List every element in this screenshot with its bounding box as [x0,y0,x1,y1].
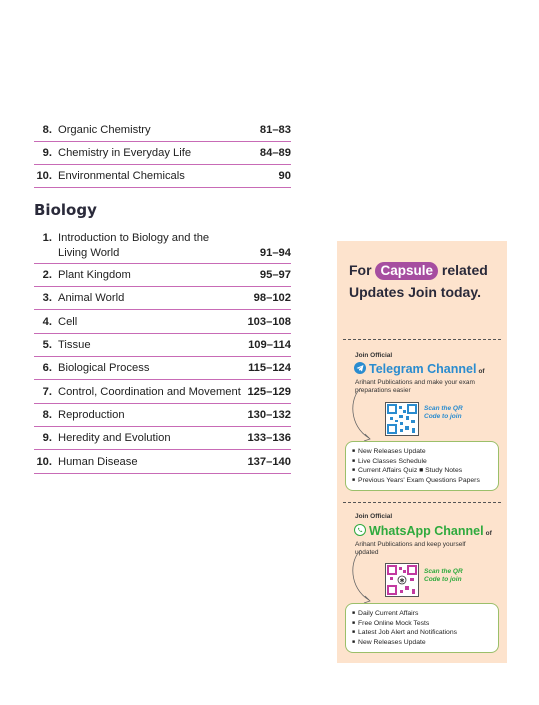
list-item: ■ Daily Current Affairs [352,609,492,619]
promo-panel [337,241,507,663]
item-title: Cell [58,316,78,328]
whatsapp-join-label: Join Official [355,513,393,520]
toc-row [34,310,291,334]
item-title: Heredity and Evolution [58,432,171,444]
toc-row [34,263,291,287]
item-number: 5. [42,339,52,351]
item-pages: 103–108 [247,316,291,328]
list-item: ■ New Releases Update [352,447,492,457]
item-pages: 90 [278,170,291,182]
item-number: 10. [36,170,52,182]
arrow-curve-icon [347,386,383,446]
whatsapp-icon [354,524,366,536]
qr-icon [386,564,418,596]
list-item: ■ Free Online Mock Tests [352,619,492,629]
toc-row [34,426,291,450]
telegram-benefits-box [345,441,499,491]
item-number: 8. [42,124,52,136]
promo-heading: For Capsule related Updates Join today. [349,262,488,300]
item-number: 3. [42,292,52,304]
item-pages: 109–114 [248,339,291,351]
item-pages: 95–97 [259,269,291,281]
arrow-curve-icon [347,548,383,608]
item-number: 7. [42,386,52,398]
list-item: ■ Current Affairs Quiz ■ Study Notes [352,466,492,476]
toc-row [34,356,291,380]
item-pages: 137–140 [247,456,291,468]
toc-row [34,141,291,165]
item-pages: 81–83 [259,124,291,136]
divider [343,339,501,340]
whatsapp-description: Arihant Publications and keep yourself updated [355,541,466,556]
item-pages: 125–129 [247,386,291,398]
item-title: Human Disease [58,456,138,468]
telegram-description: Arihant Publications and make your exam preparations easier [355,379,475,394]
item-title: Reproduction [58,409,125,421]
item-pages: 84–89 [259,147,291,159]
whatsapp-scan-label: Scan the QR Code to join [424,568,463,583]
item-number: 9. [42,432,52,444]
list-item: ■ New Releases Update [352,638,492,648]
toc-row [34,380,291,404]
whatsapp-benefits-box [345,603,499,653]
item-pages: 130–132 [247,409,291,421]
item-title: Tissue [58,339,91,351]
item-number: 1. [42,232,52,244]
list-item: ■ Live Classes Schedule [352,457,492,467]
item-title: Biological Process [58,362,150,374]
item-number: 10. [36,456,52,468]
whatsapp-qr-code[interactable] [385,563,419,597]
item-title: Control, Coordination and Movement [58,386,241,398]
toc-row [34,228,291,264]
item-title: Plant Kingdom [58,269,131,281]
toc-row [34,164,291,188]
toc-row [34,333,291,357]
item-title: Animal World [58,292,125,304]
toc-row [34,450,291,474]
item-pages: 98–102 [253,292,291,304]
qr-icon [386,403,418,435]
svg-text:✱: ✱ [399,577,405,585]
toc-row [34,403,291,427]
list-item: ■ Latest Job Alert and Notifications [352,628,492,638]
telegram-qr-code[interactable] [385,402,419,436]
item-title: Introduction to Biology and the Living World [58,232,210,259]
item-number: 2. [42,269,52,281]
item-number: 8. [42,409,52,421]
telegram-channel-title: Telegram Channel of [354,362,485,376]
item-title: Organic Chemistry [58,124,151,136]
capsule-badge: Capsule [375,262,438,280]
item-number: 9. [42,147,52,159]
telegram-scan-label: Scan the QR Code to join [424,405,463,420]
toc-row [34,286,291,310]
item-title: Environmental Chemicals [58,170,185,182]
list-item: ■ Previous Years' Exam Questions Papers [352,476,492,486]
item-pages: 91–94 [259,247,291,259]
toc-row [34,118,291,142]
item-pages: 115–124 [248,362,291,374]
item-number: 6. [42,362,52,374]
telegram-join-label: Join Official [355,352,393,359]
divider [343,502,501,503]
telegram-icon [354,362,366,374]
item-title: Chemistry in Everyday Life [58,147,192,159]
item-pages: 133–136 [247,432,291,444]
item-number: 4. [42,316,52,328]
whatsapp-channel-title: WhatsApp Channel of [354,524,492,538]
section-heading-biology: Biology [34,201,97,219]
